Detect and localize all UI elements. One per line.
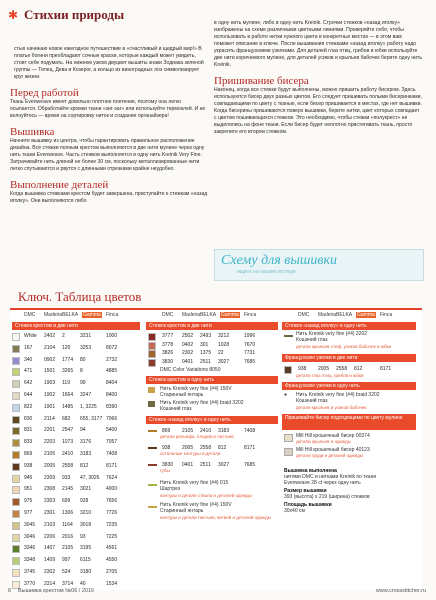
- table-cell: 1501: [44, 368, 56, 375]
- table-cell: 1901: [44, 403, 56, 410]
- table-cell: 4561: [106, 545, 118, 552]
- symbol-swatch: [12, 545, 20, 553]
- table-cell: 2302: [44, 569, 56, 575]
- star-icon: ✱: [8, 8, 19, 22]
- table-cell: 7685: [244, 358, 256, 365]
- table-cell: 2: [62, 333, 65, 339]
- t3-fk2-name: Кошачий глаз: [296, 398, 328, 404]
- french-knots-note: детали глаз птиц, грибов и юбки: [296, 373, 364, 378]
- table-cell: 3247: [80, 392, 92, 398]
- table-cell: 8072: [106, 344, 118, 351]
- table-cell: 8171: [106, 462, 118, 469]
- paragraph-continued: в одну нить мулине, либо в одну нить Kreinik. Строчки стежков «назад иголку» изображены на схеме различными цветными линиями. Проверяйте себя, чтобы использовать в работе нитки нужного цвета в конкретных местах — в этом вам поможет описание в ключе. После вышивания стежками «назад иголку» работу надо украсить французскими узелками. Для деталей глаз птиц, грибов и юбки используйте две нити коричневого мулине, для деталей усиков и крыльев бабочек берите одну нить Kreinik.: [214, 20, 423, 68]
- table-cell: 933: [62, 474, 71, 481]
- color-variations-text: DMC Color Variations 8050: [160, 367, 221, 373]
- table-cell: 4885: [106, 368, 118, 375]
- schema-title: Схему для вышивки: [221, 253, 338, 268]
- backstitch-line: [148, 464, 157, 466]
- symbol-swatch: [148, 359, 156, 367]
- table-cell: 2203: [44, 439, 56, 446]
- bead-40123-note: детали груди и деталей одежды: [296, 453, 363, 458]
- table-cell: 99: [80, 380, 86, 387]
- table-cell: 2308: [44, 486, 56, 493]
- table-cell: 3212: [218, 333, 230, 339]
- table-row: [146, 341, 280, 350]
- symbol-swatch: [12, 475, 20, 483]
- table-cell: 1903: [44, 380, 56, 387]
- table-cell: 2016: [62, 533, 74, 540]
- website: www.crossstitcher.ru: [375, 588, 426, 594]
- table-cell: 938: [298, 366, 307, 372]
- symbol-swatch: [12, 368, 20, 376]
- french-knots-two-bar: Французские узелки в две нити: [282, 354, 416, 362]
- table-cell: 3830: [162, 358, 174, 365]
- symbol-swatch: [12, 463, 20, 471]
- table-cell: 3714: [62, 580, 74, 587]
- table-cell: 682: [62, 415, 71, 422]
- table-cell: 1164: [62, 521, 73, 528]
- table-cell: 4550: [106, 557, 118, 564]
- table-cell: 642: [24, 380, 33, 387]
- size-title: Размер вышивки: [284, 488, 327, 494]
- table-cell: 3195: [80, 545, 92, 552]
- table3-header: [282, 312, 416, 320]
- table-cell: 2303: [44, 498, 56, 505]
- backstitch-line: [148, 430, 157, 432]
- table-row: [10, 415, 142, 424]
- table-cell: 2511: [200, 358, 211, 365]
- table-row: [10, 344, 142, 353]
- column-header: Madeira: [44, 312, 63, 318]
- info-block: [284, 468, 376, 514]
- table-cell: 3346: [24, 545, 36, 552]
- bead-swatch: [284, 448, 293, 456]
- table2-rows: [146, 332, 280, 372]
- table-cell: 951: [24, 486, 33, 493]
- table-cell: 2105: [44, 451, 56, 457]
- table-cell: 120: [62, 344, 71, 351]
- table-cell: 2105: [182, 428, 194, 434]
- heading-beads: Пришивание бисера: [214, 75, 309, 87]
- table-cell: 1000: [106, 333, 118, 339]
- table-cell: 3745: [24, 569, 36, 575]
- table-cell: 22: [218, 350, 224, 356]
- table-cell: 2103: [44, 521, 56, 528]
- schema-subtitle: ищите на нашем постере: [237, 269, 296, 275]
- beads-bar: Пришивайте бисер подходящими по цвету мулине: [282, 414, 416, 430]
- column-header: Finca: [380, 312, 393, 318]
- symbol-swatch: [12, 522, 20, 530]
- table-cell: 928: [80, 498, 89, 505]
- row-note: губы: [160, 468, 170, 473]
- table-cell: 2302: [182, 350, 194, 356]
- table-cell: 945: [24, 474, 33, 481]
- size-line: 393 (высота) x 219 (ширина) стежков: [284, 494, 370, 500]
- column-header: BELKA: [62, 312, 79, 318]
- table-cell: 524: [62, 569, 71, 575]
- symbol-swatch: [12, 333, 20, 341]
- table-cell: 644: [24, 392, 33, 398]
- table-cell: 869: [24, 451, 33, 457]
- kreinik-015-name: Шартрез: [160, 486, 181, 492]
- table-cell: 3045: [24, 521, 36, 528]
- backstitch-line: [148, 506, 157, 508]
- table-cell: 3348: [24, 557, 36, 564]
- table-cell: 3018: [80, 521, 92, 528]
- t3-kreinik-note: детали крыльев стеф, усиков бабочек и юбки: [296, 344, 392, 349]
- table-cell: 938: [24, 462, 33, 469]
- table-cell: 938: [162, 445, 171, 451]
- table1-rows: [10, 332, 142, 592]
- symbol-swatch: [12, 345, 20, 353]
- table-cell: 3231: [80, 333, 92, 339]
- symbol-swatch: [12, 392, 20, 400]
- table-cell: 2206: [44, 533, 56, 540]
- table-cell: 1485: [62, 403, 74, 410]
- table-cell: 8404: [106, 380, 118, 387]
- t3-fk2-note: детали крыльев и усиков бабочек: [296, 405, 367, 410]
- kreinik-swatch: [148, 401, 155, 407]
- right-column: [214, 20, 422, 136]
- bead-swatch: [284, 434, 293, 442]
- table-row: [10, 474, 142, 483]
- table-cell: 7670: [244, 341, 256, 348]
- area-line: 30x40 см: [284, 508, 305, 514]
- table-cell: 7225: [106, 533, 118, 540]
- t3-kreinik-name: Кошачий глаз: [296, 337, 328, 343]
- symbol-swatch: [12, 357, 20, 365]
- bead-00374-text: Mill Hill крошечный бисер 00374: [296, 433, 370, 439]
- table-cell: 655, 3177: [80, 415, 103, 422]
- table-cell: 3183: [218, 428, 230, 434]
- column-header: DMC: [162, 312, 174, 318]
- table-cell: 2558: [62, 462, 74, 469]
- table-cell: 0401: [182, 358, 194, 365]
- column-header: Finca: [106, 312, 119, 318]
- column-header: Finca: [244, 312, 257, 318]
- symbol-swatch: [12, 569, 20, 577]
- table-cell: 40: [80, 580, 86, 587]
- key-title: Ключ. Таблица цветов: [18, 289, 142, 304]
- kreinik-150v-bs-name: Старинный янтарь: [160, 508, 204, 514]
- table-cell: 2511: [200, 462, 211, 468]
- table-cell: 0902: [44, 356, 56, 363]
- table-cell: 8171: [380, 366, 392, 372]
- table-cell: 340: [24, 356, 33, 363]
- table-cell: 2402: [44, 333, 56, 339]
- table-cell: 7685: [244, 462, 256, 468]
- backstitch-line: [148, 447, 157, 449]
- table-cell: 3826: [162, 350, 174, 356]
- table2-single-thread-bar: Стежок крестом в одну нить: [146, 376, 278, 384]
- table-cell: 8400: [106, 392, 118, 398]
- table-cell: 0401: [182, 462, 194, 468]
- table-cell: 2005: [44, 462, 56, 469]
- table-cell: 1664: [62, 392, 74, 398]
- table-cell: 7408: [244, 428, 256, 434]
- table-cell: 119: [62, 380, 70, 387]
- table-row: [10, 544, 142, 553]
- table-cell: 812: [354, 366, 363, 372]
- table-cell: 2410: [62, 451, 74, 457]
- table-row: [10, 356, 142, 365]
- table-row: [10, 379, 142, 388]
- kreinik-150v-name: Старинный янтарь: [160, 392, 204, 398]
- table-cell: 1996: [244, 333, 256, 339]
- table-cell: 167: [24, 344, 33, 351]
- symbol-swatch: [12, 380, 20, 388]
- magazine-name: Вышивка крестом №06 / 2016: [18, 588, 95, 594]
- column-header: DMC: [298, 312, 310, 318]
- table-cell: 7726: [106, 510, 118, 516]
- table-cell: 830: [24, 415, 33, 422]
- table2-backstitch-bar: Стежок «назад иголку» в одну нить: [146, 416, 278, 424]
- table-cell: 93: [80, 533, 86, 540]
- table-row: [10, 485, 142, 494]
- schema-callout: [214, 249, 424, 281]
- table-cell: 2005: [182, 445, 194, 451]
- paragraph-before-work: Ткань Evenweave имеет довольно плотное плетение, поэтому она легко осыпается. Обработайте кромки ткани «зиг-заг» или используйте термоклей. И не волнуйтесь — время на сортировку ниток и создание органайзера!: [10, 99, 206, 119]
- table-cell: 2145: [62, 486, 74, 493]
- table-cell: 975: [24, 498, 33, 505]
- column-header: BELKA: [336, 312, 353, 318]
- table2-header: [146, 312, 280, 320]
- french-knots-one-bar: Французские узелки в одну нить: [282, 382, 416, 390]
- symbol-swatch: [12, 534, 20, 542]
- table-cell: 2309: [44, 474, 56, 481]
- column-header: DMC: [24, 312, 36, 318]
- table-cell: 7057: [106, 439, 118, 446]
- table-row: [10, 521, 142, 530]
- table-cell: 47, 3026: [80, 474, 100, 481]
- symbol-swatch: [12, 486, 20, 494]
- table-row: [10, 556, 142, 565]
- table-cell: 1028: [218, 341, 230, 348]
- table-cell: 2547: [62, 427, 74, 434]
- table-row: [10, 568, 142, 577]
- symbol-swatch: [12, 451, 20, 459]
- table-cell: 1, 3225: [80, 403, 97, 410]
- table-cell: 831: [24, 427, 33, 434]
- info-line-2: Evenweave 28 ct через одну нить: [284, 480, 361, 486]
- table-cell: 3046: [24, 533, 36, 540]
- bead-40123-text: Mill Hill крошечный бисер 40123: [296, 447, 370, 453]
- bead-00374-note: детали крыльев и одежды: [296, 439, 351, 444]
- table-cell: 3027: [218, 358, 230, 365]
- heading-details: Выполнение деталей: [10, 179, 109, 191]
- info-title: Вышивка выполнена: [284, 468, 337, 474]
- table-cell: 833: [24, 439, 33, 446]
- table-cell: 3021: [80, 486, 92, 493]
- table-cell: 1409: [44, 557, 56, 564]
- kreinik-150v-bs-text: Нить Kreinik very fine (#4) 150V: [160, 502, 232, 508]
- table-cell: 3777: [162, 333, 174, 339]
- backstitch-line: [284, 335, 293, 337]
- table-cell: 2314: [44, 580, 56, 587]
- table-cell: 4000: [106, 486, 118, 493]
- table-cell: 2558: [336, 366, 348, 372]
- table-cell: 1375: [200, 350, 212, 356]
- heading-embroidery: Вышивка: [10, 126, 55, 138]
- table-cell: 7656: [106, 498, 118, 505]
- column-header: BELKA: [200, 312, 217, 318]
- table-cell: 2005: [318, 366, 330, 372]
- table1-cross-stitch-bar: Стежок крестом в две нити: [12, 322, 140, 330]
- kreinik-015-note: контуры и детали ствола и деталей одежды: [160, 493, 252, 498]
- area-title: Площадь вышивки: [284, 502, 332, 508]
- table-cell: 3027: [218, 462, 230, 468]
- knot-dot-icon: ●: [284, 392, 288, 398]
- table-cell: 3778: [162, 341, 174, 348]
- symbol-swatch: [12, 498, 20, 506]
- table-cell: 1774: [62, 356, 74, 363]
- symbol-swatch: [284, 366, 292, 374]
- symbol-swatch: [12, 427, 20, 435]
- table-row: [10, 403, 142, 412]
- table-row: [10, 533, 142, 542]
- column-header: Madeira: [318, 312, 337, 318]
- table-cell: 3253: [80, 344, 92, 351]
- column-header: Madeira: [182, 312, 201, 318]
- kreinik-3202-name: Кошачий глаз: [160, 406, 192, 412]
- row-note: детали рельефа, плодов и листьев: [160, 434, 234, 439]
- kreinik-015-text: Нить Kreinik very fine (#4) 015: [160, 480, 229, 486]
- table-cell: 3830: [162, 462, 174, 468]
- table-cell: 2114: [44, 415, 55, 422]
- backstitch-line: [148, 484, 157, 486]
- table-cell: 8: [80, 368, 83, 375]
- table-cell: 471: [24, 368, 33, 375]
- table-cell: 2502: [182, 333, 194, 339]
- table-row: [146, 332, 280, 341]
- symbol-swatch: [12, 439, 20, 447]
- info-line-1: нитями DMC и нитками Kreinik по ткани: [284, 474, 377, 480]
- table-cell: 997: [62, 557, 71, 564]
- table-cell: 699: [62, 498, 71, 505]
- heading-before-work: Перед работой: [10, 87, 79, 99]
- table-cell: 3176: [80, 439, 92, 446]
- table-cell: 812: [218, 445, 227, 451]
- table-cell: 3770: [24, 580, 36, 587]
- table-cell: 7731: [244, 350, 256, 356]
- symbol-swatch: [12, 404, 20, 412]
- table-row: [10, 509, 142, 518]
- table-cell: 2558: [200, 445, 212, 451]
- column-header: Gamma: [83, 312, 101, 318]
- table-cell: White: [24, 333, 37, 339]
- footer: [0, 584, 436, 600]
- table-cell: 3180: [80, 569, 92, 575]
- table-cell: 3265: [62, 368, 74, 375]
- table-cell: 3183: [80, 451, 92, 457]
- kreinik-150v-bs-note: контуры и детали листьев, ветвей и деталей одежды: [160, 515, 272, 520]
- table-row: [10, 426, 142, 435]
- table-cell: 812: [80, 462, 89, 469]
- table-cell: 2410: [200, 428, 212, 434]
- table-cell: 2105: [62, 545, 74, 552]
- table-cell: 8390: [106, 403, 118, 410]
- table-cell: 1902: [44, 392, 56, 398]
- table-cell: 3210: [80, 510, 92, 516]
- table-cell: 5400: [106, 427, 118, 434]
- table-row: [10, 497, 142, 506]
- kreinik-swatch: [148, 387, 155, 393]
- paragraph-embroidery: Начните вышивку из центра, чтобы гарантировать правильное расположение дизайна. Все стежки полным крестом выполняются в две нити мулине через одну нить ткани Evenweave. Часть стежков выполняется в одну нить Kreinik Very Fine. Затрачивайте нить длиной не более 30 см, поскольку металлизированные нити легко спутываются и рвутся с длинными отрезками крайне неудобно.: [10, 138, 205, 172]
- t3-fk2-text: Нить Kreinik very fine (#4) braid 3202: [296, 392, 380, 398]
- kreinik-150v-text: Нить Kreinik very fine (#4) 150V: [160, 386, 232, 392]
- symbol-swatch: [12, 510, 20, 518]
- paragraph-details: Когда вышивка стежками крестом будет завершена, приступайте к стежкам «назад иголку». Они выполняются либо: [10, 191, 208, 204]
- table-row: [10, 367, 142, 376]
- table-cell: 1073: [62, 439, 74, 446]
- table-cell: 1407: [44, 545, 56, 552]
- table-cell: 80: [80, 356, 86, 363]
- section-title: Стихии природы: [24, 7, 125, 22]
- symbol-swatch: [12, 416, 20, 424]
- row-note: остальные контуры и детали: [160, 451, 221, 456]
- table-cell: 7235: [106, 521, 118, 528]
- table-cell: 8171: [244, 445, 256, 451]
- table-cell: 6115: [80, 557, 91, 564]
- page-number: 8: [8, 588, 12, 594]
- key-tables: [10, 308, 422, 590]
- table-row: [10, 332, 142, 341]
- table-row: [10, 462, 142, 471]
- table-row: [10, 438, 142, 447]
- table-cell: 869: [162, 428, 171, 434]
- paragraph-beads: Наконец, когда все стежки будут выполнены, можно пришить работу бисером. Здесь используются бисер двух разных цветов. Его следует пришивать полыми бисеринками, совпадающими по цвету с тканью, если бисер пришивается в местах, где нет вышивки. Когда бисерины пришиваются поверх вышивки, берите нитки, цвет которых совпадает с цветом пошивающихся стежков. Это необходимо, чтобы стежки «полукрест» не выделялись на фоне ткани. Если бисер будет неплотно пристегивать ткань, просто закрепите его втором стежком.: [214, 87, 422, 135]
- table-cell: 94: [80, 427, 86, 434]
- table-row: [10, 391, 142, 400]
- symbol-swatch: [12, 557, 20, 565]
- table-cell: 2493: [200, 333, 212, 339]
- table-cell: 822: [24, 403, 33, 410]
- table-cell: 7624: [106, 474, 118, 481]
- table2-cross-stitch-bar: Стежок крестом в две нити: [146, 322, 278, 330]
- table-cell: 301: [200, 341, 209, 348]
- table-cell: 2732: [106, 356, 118, 363]
- table-cell: 1534: [106, 580, 118, 587]
- table-row: [10, 450, 142, 459]
- table-cell: 2301: [44, 510, 56, 516]
- table-cell: 2705: [106, 569, 118, 575]
- intro-text: стью начинаю новое ежегодное путешествие в «счастливый и щедрый мир!» В платье богини преобладают сочные краски, которые каждый может увидеть, стоит себе подумать. На нижнем узком двуцвет вышиты знаки Зодиака зеленой группы — Телец, Дева и Козерог, а кольцо из виноградных лоз символизирует круг жизни.: [14, 46, 204, 80]
- table-cell: 977: [24, 510, 33, 516]
- table-cell: 7408: [106, 451, 118, 457]
- table1-header: [10, 312, 140, 320]
- table-cell: 1306: [62, 510, 74, 516]
- t3-kreinik-text: Нить Kreinik very fine (#4) 3202: [296, 331, 368, 337]
- section-header: [4, 4, 204, 26]
- table3-backstitch-bar: Стежок «назад иголку» в одну нить: [282, 322, 416, 330]
- table-row: [146, 349, 280, 358]
- column-header: Gamma: [357, 312, 375, 318]
- table-cell: 0402: [182, 341, 194, 348]
- column-header: Gamma: [221, 312, 239, 318]
- table-cell: 2201: [44, 427, 56, 434]
- left-column: [10, 46, 208, 205]
- kreinik-3202-text: Нить Kreinik very fine (#4) braid 3202: [160, 400, 244, 406]
- table-cell: 7066: [106, 415, 118, 422]
- table-cell: 2104: [44, 344, 56, 351]
- table-row: [146, 358, 280, 367]
